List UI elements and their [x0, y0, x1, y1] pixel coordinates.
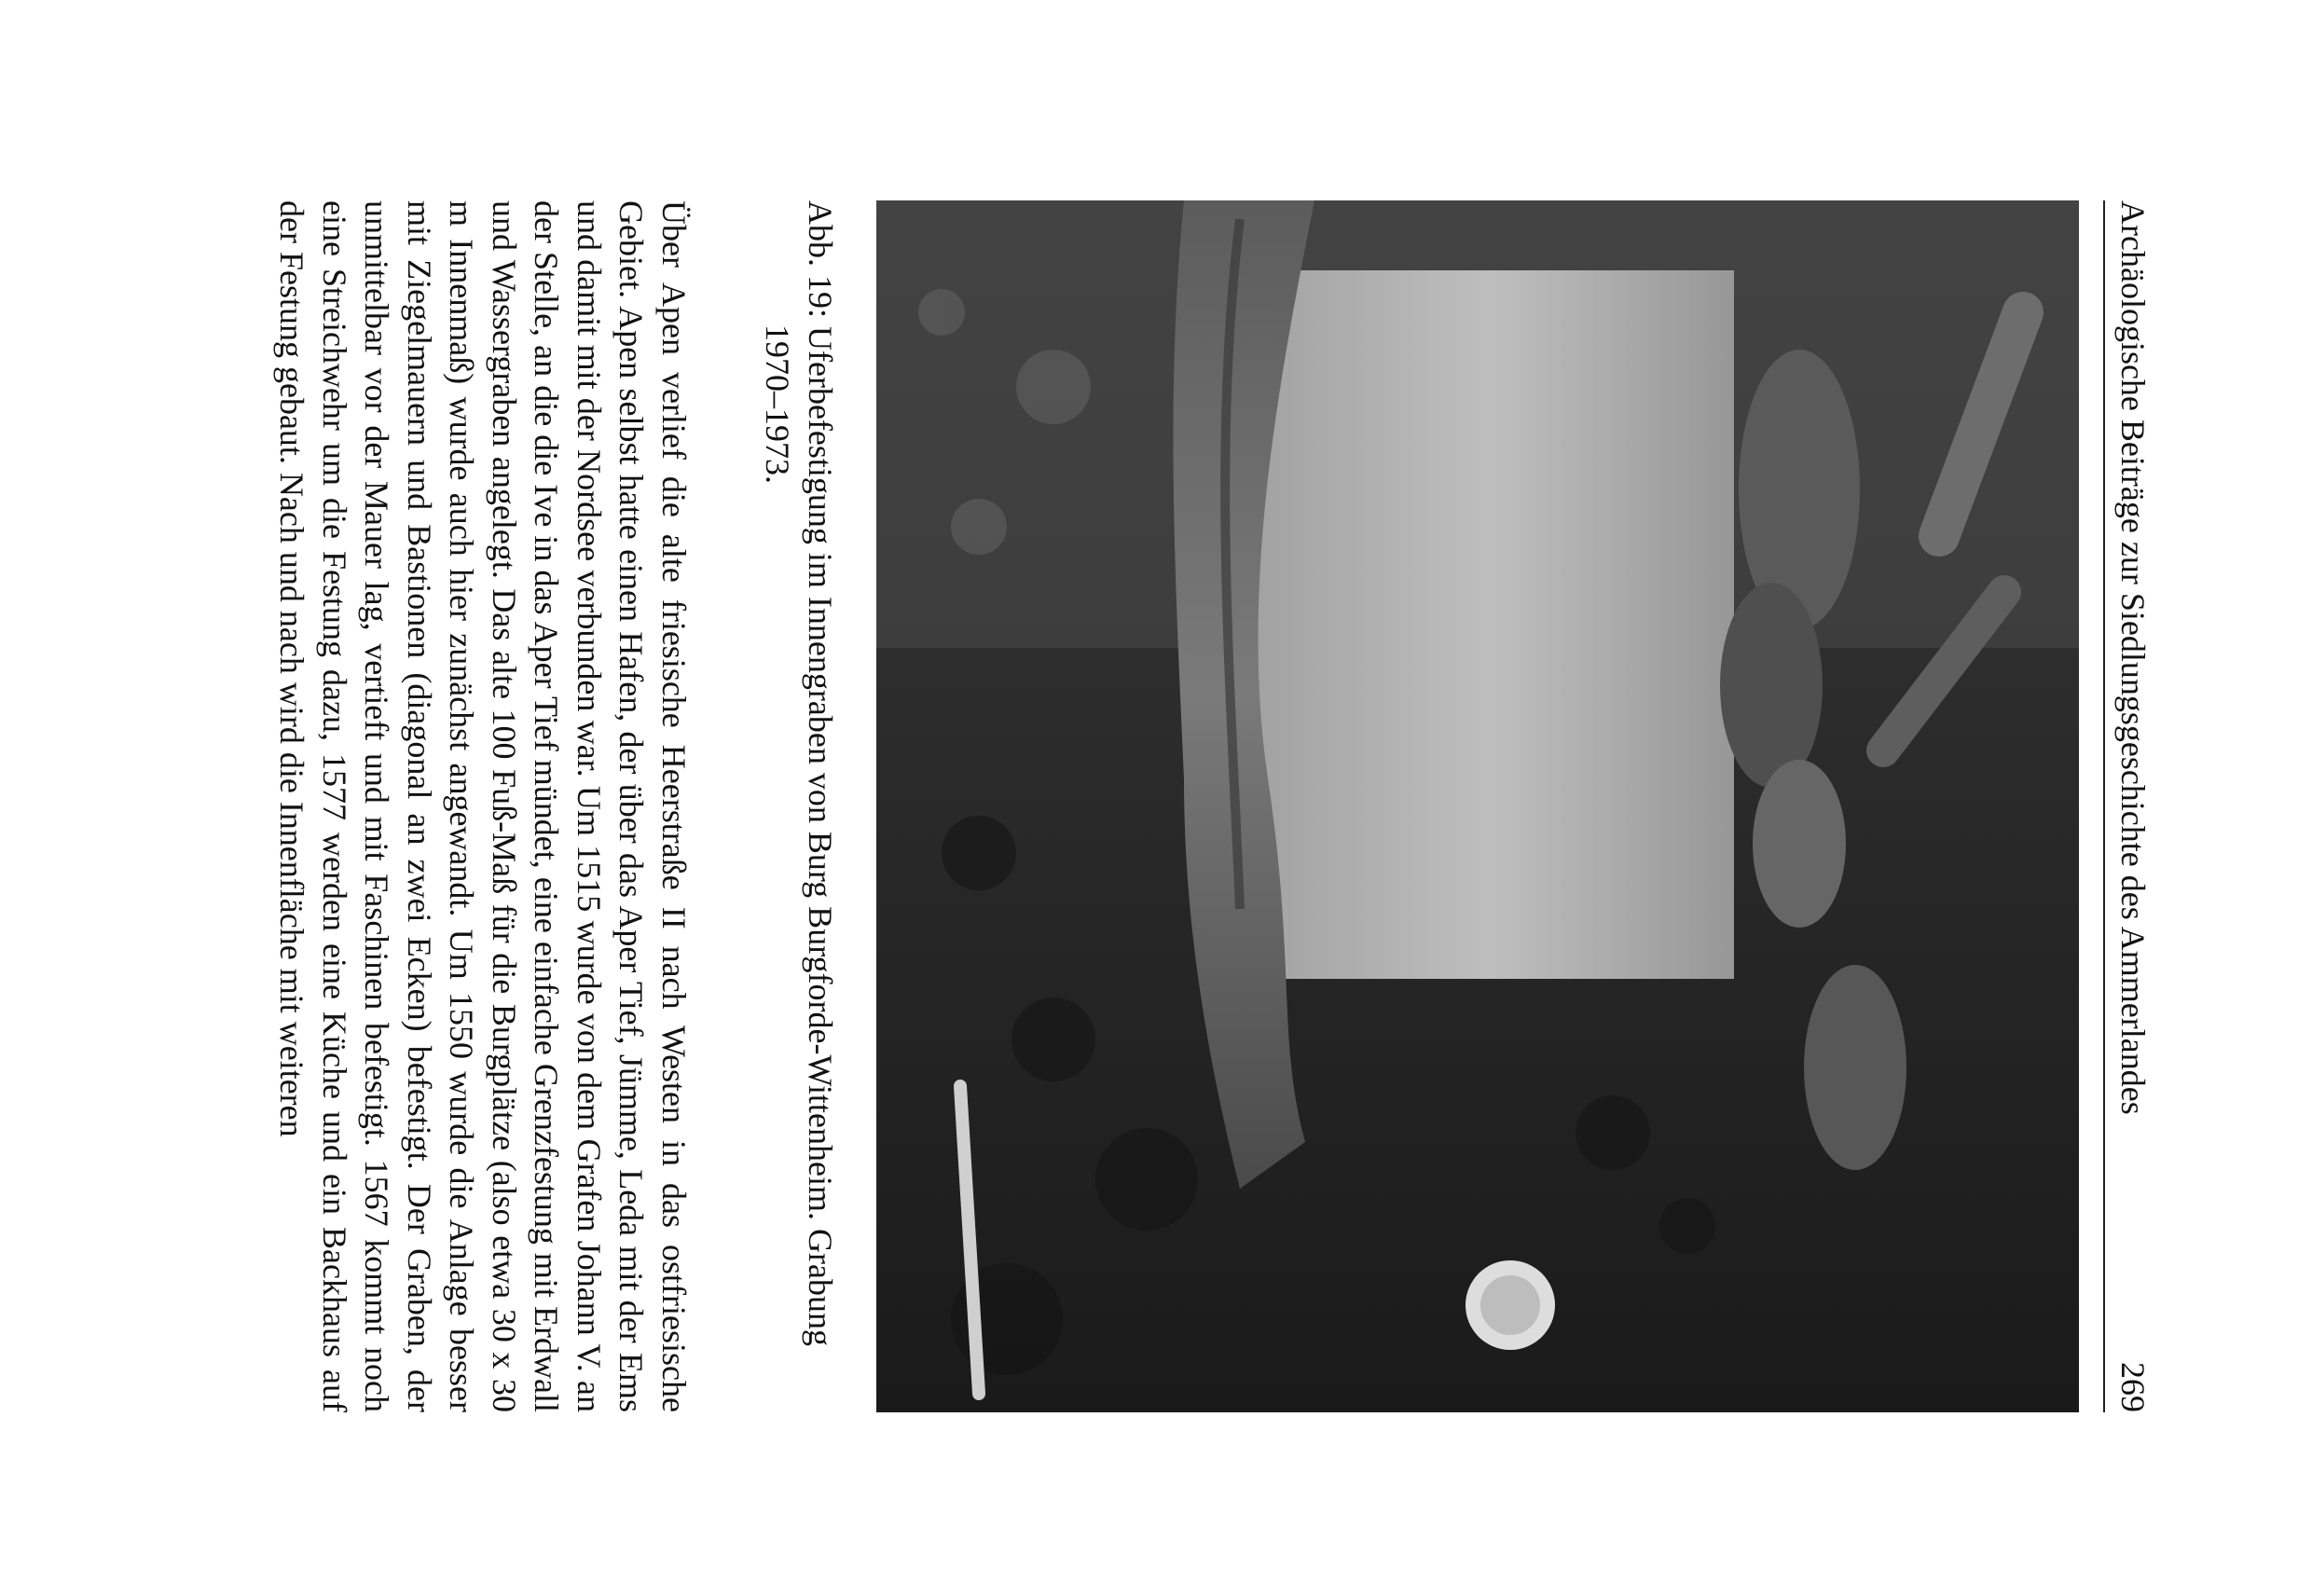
- page-number: 269: [2114, 1362, 2152, 1412]
- body-paragraph: Über Apen verlief die alte friesische Heerstraße II nach Westen in das ostfriesische Gebiet. Apen selbst hatte einen Hafen, der über das Aper Tief, Jümme, Leda mit der Ems und damit mit der Nordsee verbunden war. Um 1515 wurde von dem Grafen Johann V. an der Stelle, an die die Ive in das Aper Tief mündet, eine einfache Grenzfestung mit Erdwall und Wassergraben angelegt. Das alte 100 Fuß-Maß für die Burgplätze (also etwa 30 x 30 m Innenmaß) wurde auch hier zunächst angewandt. Um 1550 wurde die Anlage besser mit Ziegelmauern und Bastionen (diagonal an zwei Ecken) befestigt. Der Graben, der unmittelbar vor der Mauer lag, vertieft und mit Faschinen befestigt. 1567 kommt noch eine Streichwehr um die Festung dazu, 1577 werden eine Küche und ein Backhaus auf der Festung gebaut. Nach und nach wird die Innenfläche mit weiteren: [273, 200, 693, 1412]
- running-head: [2116, 200, 2172, 1412]
- figure-caption: [756, 200, 842, 1412]
- excavation-photo: [876, 200, 2079, 1412]
- running-head-title: Archäologische Beiträge zur Siedlungsgeschichte des Ammerlandes: [2114, 200, 2152, 1115]
- caption-line-2: 1970–1973.: [759, 324, 796, 484]
- excavation-photo-image: [876, 200, 2079, 1412]
- header-rule: [2103, 200, 2105, 1412]
- caption-line-1: Abb. 19: Uferbefestigung im Innengraben von Burg Burgforde-Wittenheim. Grabung: [802, 200, 839, 1346]
